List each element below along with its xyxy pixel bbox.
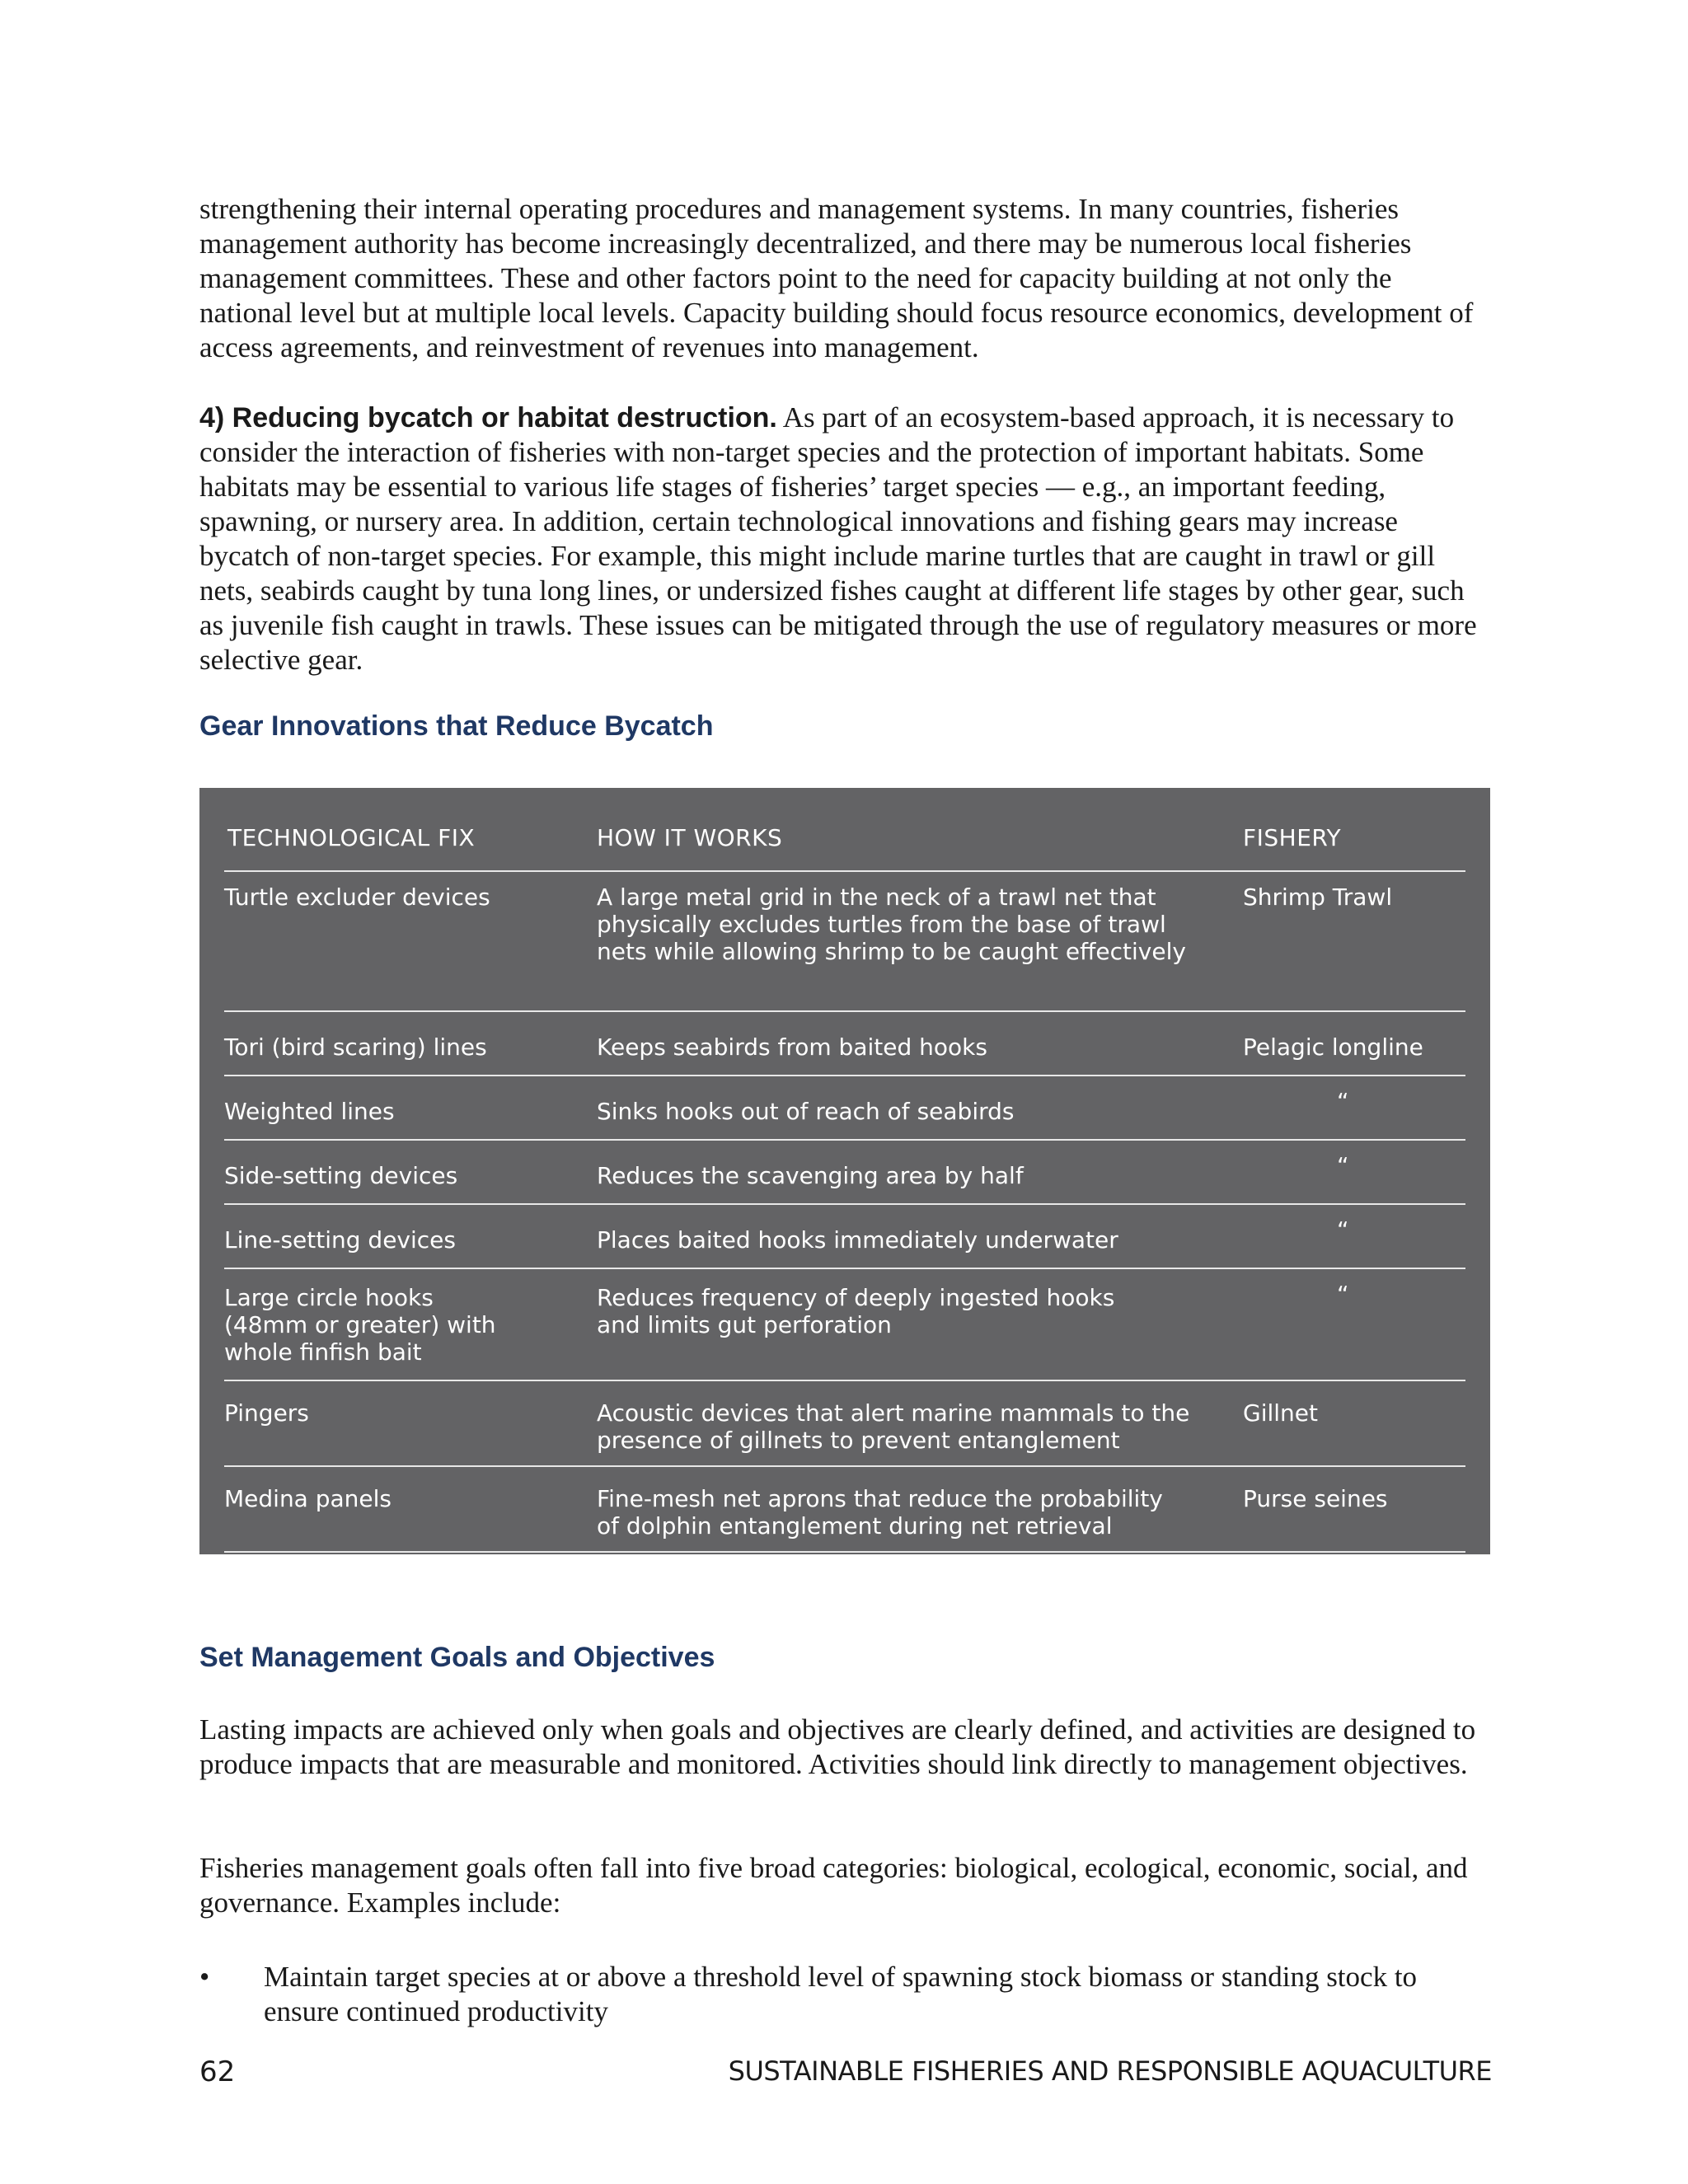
- table-row: [224, 1141, 1465, 1205]
- cell-how: Keeps seabirds from baited hooks: [597, 1033, 987, 1061]
- cell-fix: Tori (bird scaring) lines: [224, 1033, 487, 1061]
- gear-table: [199, 788, 1490, 1554]
- header-fishery: FISHERY: [1243, 824, 1342, 851]
- publication-title: SUSTAINABLE FISHERIES AND RESPONSIBLE AQUACULTURE: [728, 2055, 1492, 2087]
- table-header: [224, 808, 1465, 872]
- table-row: [224, 1467, 1465, 1553]
- cell-fix: Pingers: [224, 1399, 309, 1427]
- header-fix: TECHNOLOGICAL FIX: [227, 824, 476, 851]
- cell-fix: Turtle excluder devices: [224, 883, 490, 911]
- page-number: 62: [199, 2055, 236, 2088]
- cell-how: Reduces the scavenging area by half: [597, 1162, 1024, 1189]
- cell-fishery: Pelagic longline: [1243, 1033, 1423, 1061]
- cell-fishery-ditto: “: [1337, 1281, 1349, 1308]
- cell-fix: Large circle hooks (48mm or greater) with whole finfish bait: [224, 1284, 496, 1366]
- table-row: [224, 1381, 1465, 1467]
- header-how: HOW IT WORKS: [597, 824, 783, 851]
- table-row: [224, 1076, 1465, 1141]
- goals-heading: Set Management Goals and Objectives: [199, 1642, 715, 1673]
- cell-how: Reduces frequency of deeply ingested hooks and limits gut perforation: [597, 1284, 1115, 1338]
- gear-heading: Gear Innovations that Reduce Bycatch: [199, 710, 714, 742]
- cell-how: Acoustic devices that alert marine mammals to the presence of gillnets to prevent entanglement: [597, 1399, 1190, 1454]
- bullet-marker: •: [199, 1961, 210, 1993]
- cell-how: Sinks hooks out of reach of seabirds: [597, 1098, 1015, 1125]
- table-row: [224, 872, 1465, 1012]
- cell-fishery: Shrimp Trawl: [1243, 883, 1393, 911]
- cell-fishery-ditto: “: [1337, 1216, 1349, 1244]
- bycatch-paragraph: [199, 401, 1492, 677]
- cell-fishery-ditto: “: [1337, 1152, 1349, 1179]
- cell-fix: Line-setting devices: [224, 1226, 456, 1254]
- table-row: [224, 1012, 1465, 1076]
- goals-paragraph-2: Fisheries management goals often fall into five broad categories: biological, ecological, economic, social, and governance. Examples include:: [199, 1852, 1468, 1919]
- cell-fishery: Purse seines: [1243, 1485, 1388, 1512]
- bycatch-lead: 4) Reducing bycatch or habitat destruction.: [199, 402, 777, 434]
- goals-paragraph-1: Lasting impacts are achieved only when goals and objectives are clearly defined, and activities are designed to produce impacts that are measurable and monitored. Activities should link directly to management objectives.: [199, 1713, 1476, 1780]
- bullet-text: Maintain target species at or above a threshold level of spawning stock biomass or standing stock to ensure continued productivity: [264, 1961, 1418, 2027]
- table-row: [224, 1205, 1465, 1269]
- cell-how: A large metal grid in the neck of a trawl net that physically excludes turtles from the base of trawl nets while allowing shrimp to be caught effectively: [597, 883, 1186, 965]
- cell-fix: Side-setting devices: [224, 1162, 458, 1189]
- cell-how: Places baited hooks immediately underwater: [597, 1226, 1118, 1254]
- cell-fix: Medina panels: [224, 1485, 392, 1512]
- cell-fix: Weighted lines: [224, 1098, 395, 1125]
- bycatch-text: As part of an ecosystem-based approach, it is necessary to consider the interaction of fisheries with non-target species and the protection of important habitats. Some habitats may be essential to various life stages of fisheries’ target species — e.g., an important feeding, spawning, or nursery area. In addition, certain technological innovations and fishing gears may increase bycatch of non-target species. For example, this might include marine turtles that are caught in trawl or gill nets, seabirds caught by tuna long lines, or undersized fishes caught at different life stages by other gear, such as juvenile fish caught in trawls. These issues can be mitigated through the use of regulatory measures or more selective gear.: [199, 401, 1477, 676]
- cell-fishery: Gillnet: [1243, 1399, 1318, 1427]
- cell-how: Fine-mesh net aprons that reduce the probability of dolphin entanglement during net retrieval: [597, 1485, 1163, 1540]
- page-footer: [199, 2055, 1492, 2092]
- intro-paragraph: strengthening their internal operating procedures and management systems. In many countries, fisheries management authority has become increasingly decentralized, and there may be numerous local fisheries management committees. These and other factors point to the need for capacity building at not only the national level but at multiple local levels. Capacity building should focus resource economics, development of access agreements, and reinvestment of revenues into management.: [199, 193, 1474, 363]
- table-row: [224, 1269, 1465, 1381]
- cell-fishery-ditto: “: [1337, 1088, 1349, 1115]
